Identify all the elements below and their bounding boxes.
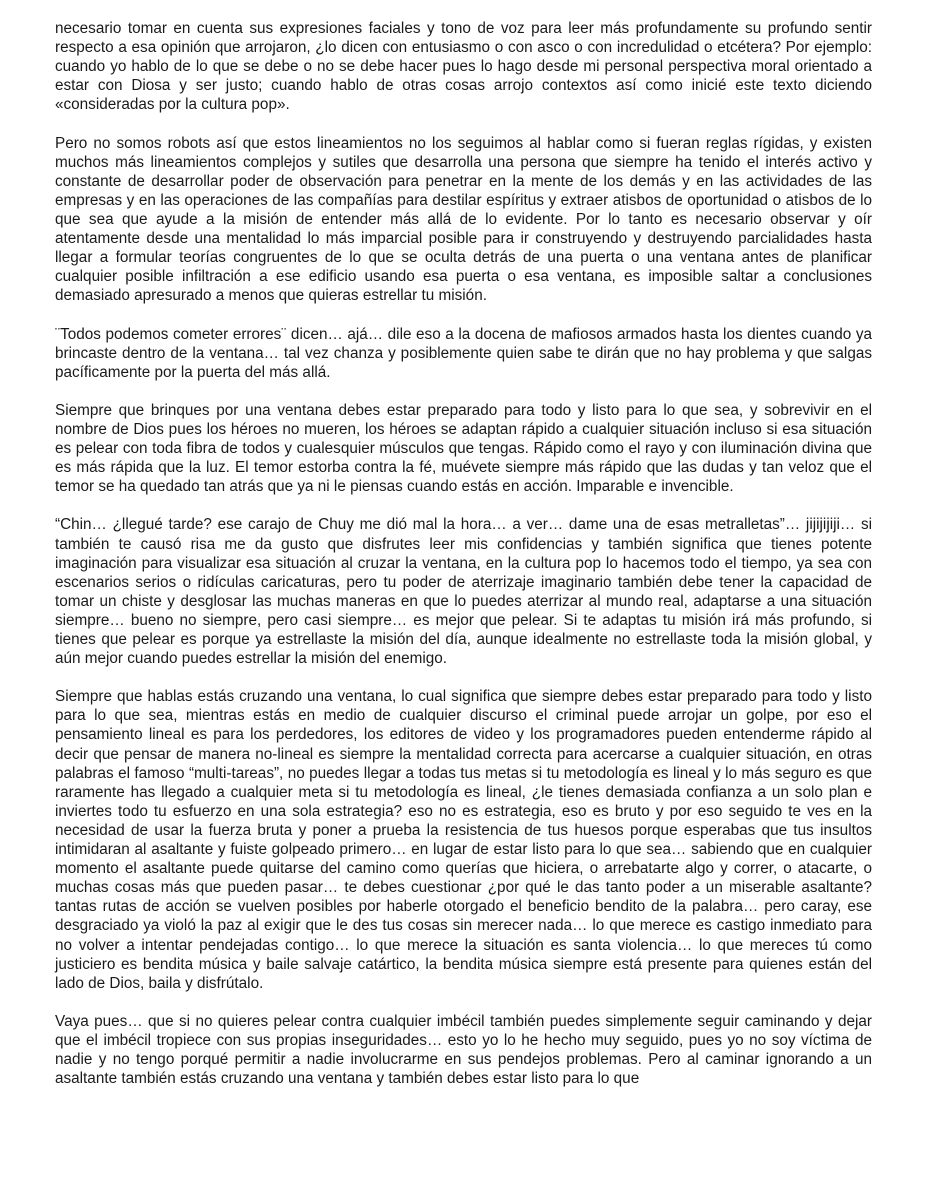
paragraph-6: Siempre que hablas estás cruzando una ventana, lo cual significa que siempre debes estar preparado para todo y listo para lo que sea, mientras estás en medio de cualquier discurso el criminal puede arrojar un golpe, por eso el pensamiento lineal es para los perdedores, los editores de video y los programadores pueden entenderme rápido al decir que pensar de manera no-lineal es siempre la mentalidad correcta para acercarse a cualquier situación, en otras palabras el famoso “multi-tareas”, no puedes llegar a todas tus metas si tu metodología es lineal y lo más seguro es que raramente has llegado a cualquier meta si tu metodología es lineal, ¿le tienes demasiada confianza a un solo plan e inviertes todo tu esfuerzo en una sola estrategia? eso no es estrategia, eso es bruto y por eso seguido te ves en la necesidad de usar la fuerza bruta y poner a prueba la resistencia de tus huesos porque esperabas que tus insultos intimidaran al asaltante y fuiste golpeado primero… en lugar de estar listo para lo que sea… sabiendo que en cualquier momento el asaltante puede quitarse del camino como querías que hiciera, o arrebatarte algo y correr, o atacarte, o muchas cosas más que pueden pasar… te debes cuestionar ¿por qué le das tanto poder a un miserable asaltante? tantas rutas de acción se vuelven posibles por haberle otorgado el beneficio bendito de la palabra… pero caray, ese desgraciado ya violó la paz al exigir que le des tus cosas sin merecer nada… lo que merece es castigo inmediato para no volver a intentar pendejadas contigo… lo que merece la situación es santa violencia… lo que mereces tú como justiciero es bendita música y baile salvaje catártico, la bendita música siempre está presente para quienes están del lado de Dios, baila y disfrútalo. (55, 688, 872, 992)
paragraph-5: “Chin… ¿llegué tarde? ese carajo de Chuy me dió mal la hora… a ver… dame una de esas metralletas”… jijijijiji… si también te causó risa me da gusto que disfrutes leer mis confidencias y también significa que tienes potente imaginación para visualizar esa situación al cruzar la ventana, en la cultura pop lo hacemos todo el tiempo, ya sea con escenarios serios o ridículas caricaturas, pero tu poder de aterrizaje imaginario también debe tener la capacidad de tomar un chiste y desglosar las muchas maneras en que lo puedes aterrizar al mundo real, adaptarse a una situación siempre… bueno no siempre, pero casi siempre… es mejor que pelear. Si te adaptas tu misión irá más profundo, si tienes que pelear es porque ya estrellaste la misión del día, aunque idealmente no estrellaste toda la misión global, y aún mejor cuando puedes estrellar la misión del enemigo. (55, 516, 872, 668)
paragraph-7: Vaya pues… que si no quieres pelear contra cualquier imbécil también puedes simplemente seguir caminando y dejar que el imbécil tropiece con sus propias inseguridades… esto yo lo he hecho muy seguido, pues yo no soy víctima de nadie y no tengo porqué permitir a nadie involucrarme en sus pendejos problemas. Pero al caminar ignorando a un asaltante también estás cruzando una ventana y también debes estar listo para lo que (55, 1012, 872, 1088)
paragraph-3: ¨Todos podemos cometer errores¨ dicen… ajá… dile eso a la docena de mafiosos armados hasta los dientes cuando ya brincaste dentro de la ventana… tal vez chanza y posiblemente quien sabe te dirán que no hay problema y que salgas pacíficamente por la puerta del más allá. (55, 325, 872, 381)
document-page (55, 19, 872, 1107)
paragraph-2: Pero no somos robots así que estos lineamientos no los seguimos al hablar como si fueran reglas rígidas, y existen muchos más lineamientos complejos y sutiles que desarrolla una persona que siempre ha tenido el interés activo y constante de desarrollar poder de observación para penetrar en la mente de los demás y en las actividades de las empresas y en las operaciones de las compañías para destilar espíritus y extraer atisbos de oportunidad o atisbos de lo que sea que ayude a la misión de entender más allá de lo evidente. Por lo tanto es necesario observar y oír atentamente desde una mentalidad lo más imparcial posible para ir construyendo y destruyendo parcialidades hasta llegar a formular teorías congruentes de lo que se oculta detrás de una puerta o una ventana antes de planificar cualquier posible infiltración a ese edificio usando esa puerta o esa ventana, es imposible saltar a conclusiones demasiado apresurado a menos que quieras estrellar tu misión. (55, 134, 872, 305)
paragraph-1: necesario tomar en cuenta sus expresiones faciales y tono de voz para leer más profundamente su profundo sentir respecto a esa opinión que arrojaron, ¿lo dicen con entusiasmo o con asco o con incredulidad o etcétera? Por ejemplo: cuando yo hablo de lo que se debe o no se debe hacer pues lo hago desde mi personal perspectiva moral orientado a estar con Diosa y ser justo; cuando hablo de otras cosas arrojo contextos así como inicié este texto diciendo «consideradas por la cultura pop». (55, 20, 872, 114)
paragraph-4: Siempre que brinques por una ventana debes estar preparado para todo y listo para lo que sea, y sobrevivir en el nombre de Dios pues los héroes no mueren, los héroes se adaptan rápido a cualquier situación incluso si esa situación es pelear con toda fibra de todos y cualesquier músculos que tengas. Rápido como el rayo y con iluminación divina que es más rápida que la luz. El temor estorba contra la fé, muévete siempre más rápido que las dudas y tan veloz que el temor se ha quedado tan atrás que ya ni le piensas cuando estás en acción. Imparable e invencible. (55, 401, 872, 496)
